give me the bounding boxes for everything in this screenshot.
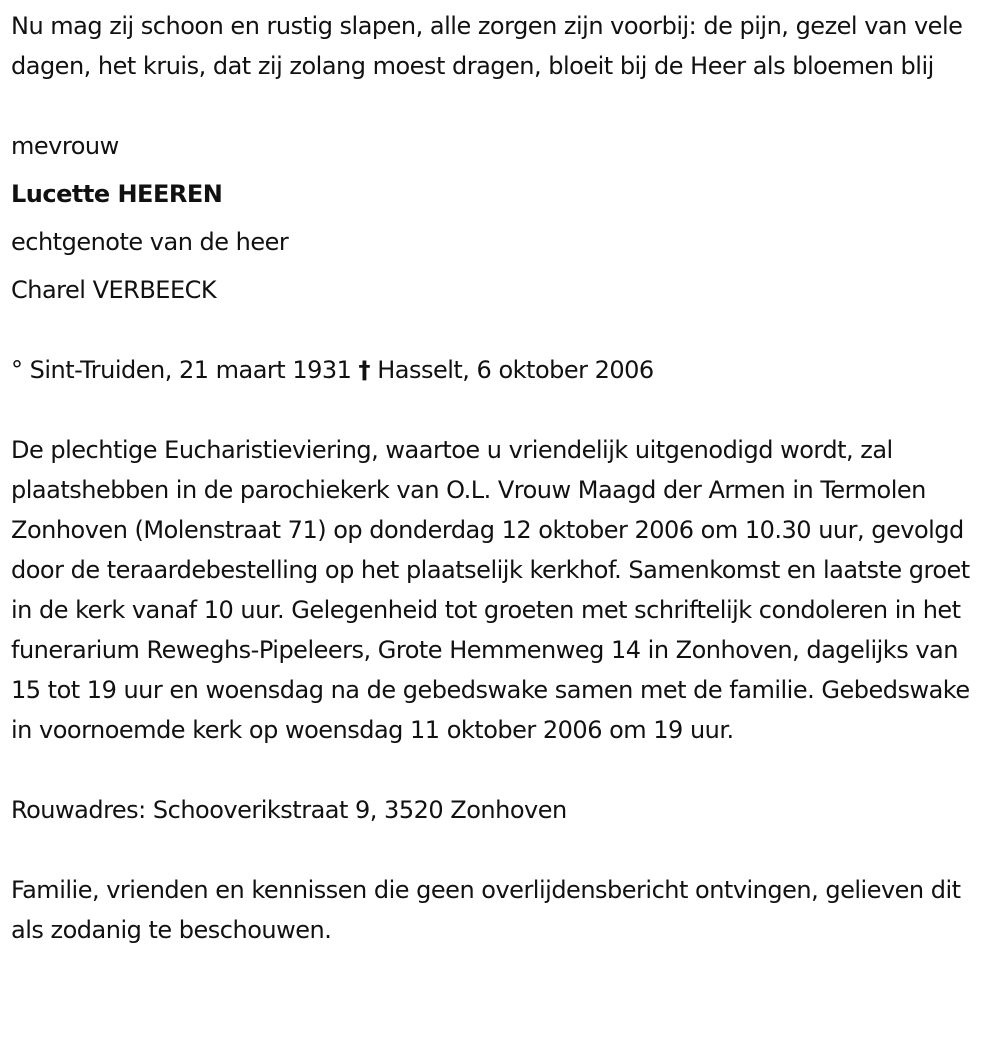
poem-text: Nu mag zij schoon en rustig slapen, alle zorgen zijn voorbij: de pijn, gezel van vele dagen, het kruis, dat zij zolang moest dragen, bloeit bij de Heer als bloemen blij (11, 12, 963, 80)
spacer (11, 750, 991, 790)
death-info: Hasselt, 6 oktober 2006 (377, 356, 654, 384)
spacer (11, 830, 991, 870)
life-dates (11, 350, 991, 390)
cross-icon: † (358, 356, 371, 384)
ceremony-text: De plechtige Eucharistieviering, waartoe u vriendelijk uitgenodigd wordt, zal plaatshebben in de parochiekerk van O.L. Vrouw Maagd der Armen in Termolen Zonhoven (Molenstraat 71) op donderdag 12 oktober 2006 om 10.30 uur, gevolgd door de teraardebestelling op het plaatselijk kerkhof. Samenkomst en laatste groet in de kerk vanaf 10 uur. Gelegenheid tot groeten met schriftelijk condoleren in het funerarium Reweghs-Pipeleers, Grote Hemmenweg 14 in Zonhoven, dagelijks van 15 tot 19 uur en woensdag na de gebedswake samen met de familie. Gebedswake in voornoemde kerk op woensdag 11 oktober 2006 om 19 uur. (11, 436, 970, 744)
spacer (11, 314, 991, 350)
spouse-name: Charel VERBEECK (11, 276, 217, 304)
mourning-address: Rouwadres: Schooverikstraat 9, 3520 Zonhoven (11, 796, 567, 824)
birth-info: ° Sint-Truiden, 21 maart 1931 (11, 356, 352, 384)
deceased-block (11, 126, 991, 314)
honorific: mevrouw (11, 132, 119, 160)
spacer (11, 390, 991, 430)
obituary-document (11, 6, 991, 950)
deceased-name: Lucette HEEREN (11, 180, 223, 208)
spacer (11, 86, 991, 126)
relation-text: echtgenote van de heer (11, 228, 289, 256)
notice-text: Familie, vrienden en kennissen die geen overlijdensbericht ontvingen, gelieven dit als zodanig te beschouwen. (11, 876, 961, 944)
